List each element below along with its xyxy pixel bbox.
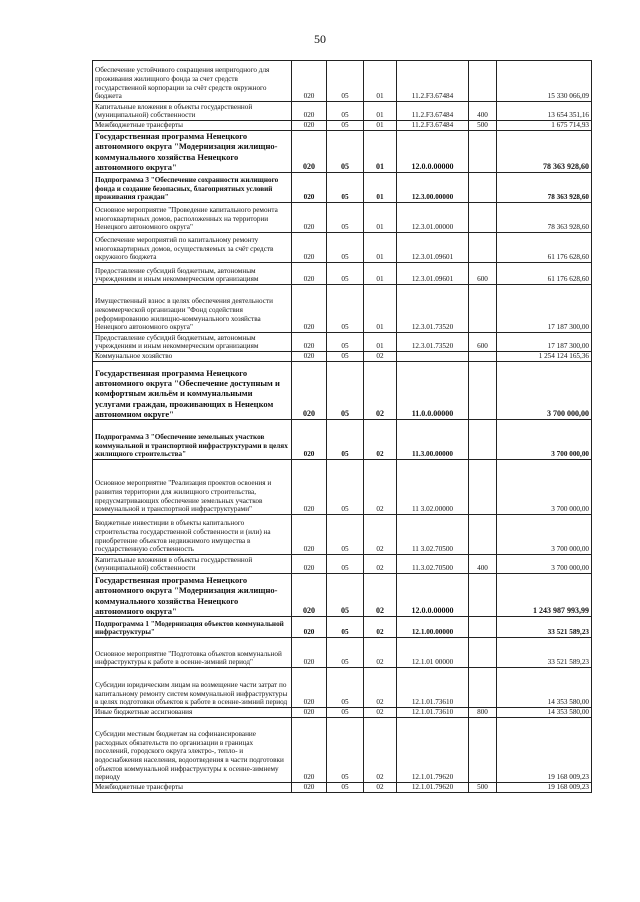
cell-ministry-code: 020 <box>292 617 327 638</box>
cell-target-article: 11.3.00.00000 <box>397 420 469 460</box>
cell-target-article: 12.3.01.09601 <box>397 233 469 263</box>
cell-target-article: 11.3.02.70500 <box>397 555 469 574</box>
table-row <box>93 121 592 131</box>
cell-section-code: 05 <box>327 131 364 173</box>
cell-subsection-code: 01 <box>364 203 397 233</box>
cell-subsection-code: 02 <box>364 555 397 574</box>
table-row <box>93 515 592 555</box>
row-name: Подпрограмма 3 "Обеспечение земельных участков коммунальной и транспортной инфраструктурами в целях жилищного строительства" <box>93 420 292 460</box>
cell-ministry-code: 020 <box>292 708 327 718</box>
cell-target-article: 11 3.02.70500 <box>397 515 469 555</box>
row-name: Подпрограмма 3 "Обеспечение сохранности жилищного фонда и создание безопасных, благоприятных условий проживания граждан" <box>93 173 292 203</box>
cell-expense-type <box>469 285 497 333</box>
cell-expense-type <box>469 515 497 555</box>
cell-subsection-code: 01 <box>364 61 397 102</box>
cell-target-article: 12.1.01.73610 <box>397 708 469 718</box>
table-row <box>93 555 592 574</box>
cell-ministry-code: 020 <box>292 352 327 362</box>
cell-expense-type <box>469 638 497 668</box>
cell-subsection-code: 02 <box>364 515 397 555</box>
cell-amount: 1 243 987 993,99 <box>497 574 592 617</box>
cell-section-code: 05 <box>327 515 364 555</box>
row-name: Основное мероприятие "Реализация проектов освоения и развития территории для жилищного строительства, предусматривающих обеспечение земельных участков коммунальной и транспортной инфраструктурами" <box>93 460 292 515</box>
cell-subsection-code: 02 <box>364 362 397 420</box>
cell-amount: 3 700 000,00 <box>497 460 592 515</box>
cell-target-article: 12.0.0.00000 <box>397 131 469 173</box>
row-name: Коммунальное хозяйство <box>93 352 292 362</box>
cell-target-article: 11.2.F3.67484 <box>397 121 469 131</box>
row-name: Бюджетные инвестиции в объекты капитального строительства государственной собственности и (или) на приобретение объектов недвижимого имущества в государственную собственность <box>93 515 292 555</box>
cell-amount: 13 654 351,16 <box>497 102 592 121</box>
cell-subsection-code: 01 <box>364 285 397 333</box>
cell-amount: 3 700 000,00 <box>497 420 592 460</box>
cell-subsection-code: 01 <box>364 102 397 121</box>
cell-expense-type: 400 <box>469 555 497 574</box>
cell-subsection-code: 02 <box>364 718 397 783</box>
cell-amount: 3 700 000,00 <box>497 555 592 574</box>
cell-subsection-code: 02 <box>364 668 397 708</box>
row-name: Основное мероприятие "Подготовка объектов коммунальной инфраструктуры к работе в осенне-зимний период" <box>93 638 292 668</box>
cell-expense-type <box>469 617 497 638</box>
table-row <box>93 203 592 233</box>
budget-table <box>92 60 592 793</box>
row-name: Государственная программа Ненецкого автономного округа "Модернизация жилищно-коммунального хозяйства Ненецкого автономного округа" <box>93 131 292 173</box>
page-number: 50 <box>314 32 326 46</box>
cell-subsection-code: 01 <box>364 173 397 203</box>
table-row <box>93 708 592 718</box>
cell-amount: 14 353 580,00 <box>497 708 592 718</box>
cell-amount: 1 254 124 165,36 <box>497 352 592 362</box>
cell-target-article: 12.3.01.00000 <box>397 203 469 233</box>
cell-target-article: 12.1.01.79620 <box>397 783 469 793</box>
cell-expense-type <box>469 173 497 203</box>
cell-ministry-code: 020 <box>292 102 327 121</box>
cell-ministry-code: 020 <box>292 515 327 555</box>
cell-expense-type: 500 <box>469 121 497 131</box>
cell-target-article: 12.1.01 00000 <box>397 638 469 668</box>
cell-ministry-code: 020 <box>292 638 327 668</box>
cell-amount: 33 521 589,23 <box>497 617 592 638</box>
cell-subsection-code: 01 <box>364 263 397 285</box>
cell-target-article: 12.3.01.09601 <box>397 263 469 285</box>
cell-section-code: 05 <box>327 555 364 574</box>
cell-section-code: 05 <box>327 333 364 352</box>
cell-target-article: 11.2.F3.67484 <box>397 102 469 121</box>
cell-expense-type: 600 <box>469 263 497 285</box>
cell-section-code: 05 <box>327 285 364 333</box>
cell-ministry-code: 020 <box>292 362 327 420</box>
cell-expense-type: 400 <box>469 102 497 121</box>
row-name: Основное мероприятие "Проведение капитального ремонта многоквартирных домов, расположенных на территории Ненецкого автономного округа" <box>93 203 292 233</box>
cell-amount: 19 168 009,23 <box>497 718 592 783</box>
cell-section-code: 05 <box>327 638 364 668</box>
table-row <box>93 718 592 783</box>
cell-ministry-code: 020 <box>292 333 327 352</box>
cell-section-code: 05 <box>327 668 364 708</box>
cell-section-code: 05 <box>327 574 364 617</box>
cell-ministry-code: 020 <box>292 574 327 617</box>
cell-ministry-code: 020 <box>292 668 327 708</box>
cell-target-article: 11 3.02.00000 <box>397 460 469 515</box>
cell-amount: 78 363 928,60 <box>497 203 592 233</box>
table-row <box>93 668 592 708</box>
cell-target-article: 11.0.0.00000 <box>397 362 469 420</box>
row-name: Субсидии местным бюджетам на софинансирование расходных обязательств по организации в границах поселений, городского округа электро-, тепло- и водоснабжения населения, водоотведения в части подготовки объектов коммунальной инфраструктуры к осенне-зимнему периоду <box>93 718 292 783</box>
cell-subsection-code: 01 <box>364 333 397 352</box>
cell-amount: 17 187 300,00 <box>497 285 592 333</box>
cell-subsection-code: 02 <box>364 708 397 718</box>
cell-expense-type <box>469 203 497 233</box>
cell-section-code: 05 <box>327 233 364 263</box>
cell-target-article: 12.1.00.00000 <box>397 617 469 638</box>
cell-subsection-code: 02 <box>364 460 397 515</box>
cell-expense-type: 600 <box>469 333 497 352</box>
cell-section-code: 05 <box>327 102 364 121</box>
table-row <box>93 285 592 333</box>
cell-amount: 78 363 928,60 <box>497 173 592 203</box>
cell-target-article: 12.3.00.00000 <box>397 173 469 203</box>
cell-expense-type <box>469 352 497 362</box>
cell-ministry-code: 020 <box>292 285 327 333</box>
cell-expense-type: 500 <box>469 783 497 793</box>
cell-section-code: 05 <box>327 362 364 420</box>
cell-subsection-code: 02 <box>364 638 397 668</box>
cell-ministry-code: 020 <box>292 263 327 285</box>
cell-expense-type: 800 <box>469 708 497 718</box>
cell-section-code: 05 <box>327 617 364 638</box>
row-name: Обеспечение устойчивого сокращения непригодного для проживания жилищного фонда за счет средств государственной корпорации за счёт средств окружного бюджета <box>93 61 292 102</box>
cell-target-article: 12.3.01.73520 <box>397 333 469 352</box>
row-name: Государственная программа Ненецкого автономного округа "Модернизация жилищно-коммунального хозяйства Ненецкого автономного округа" <box>93 574 292 617</box>
cell-section-code: 05 <box>327 783 364 793</box>
cell-ministry-code: 020 <box>292 203 327 233</box>
cell-amount: 3 700 000,00 <box>497 362 592 420</box>
table-row <box>93 102 592 121</box>
cell-subsection-code: 02 <box>364 783 397 793</box>
cell-subsection-code: 01 <box>364 131 397 173</box>
cell-amount: 33 521 589,23 <box>497 638 592 668</box>
cell-ministry-code: 020 <box>292 173 327 203</box>
row-name: Капитальные вложения в объекты государственной (муниципальной) собственности <box>93 102 292 121</box>
cell-amount: 19 168 009,23 <box>497 783 592 793</box>
cell-target-article: 12.1.01.79620 <box>397 718 469 783</box>
table-row <box>93 783 592 793</box>
cell-subsection-code: 02 <box>364 352 397 362</box>
table-row <box>93 173 592 203</box>
cell-expense-type <box>469 574 497 617</box>
cell-subsection-code: 01 <box>364 121 397 131</box>
cell-section-code: 05 <box>327 121 364 131</box>
cell-section-code: 05 <box>327 718 364 783</box>
table-row <box>93 131 592 173</box>
cell-amount: 17 187 300,00 <box>497 333 592 352</box>
cell-expense-type <box>469 718 497 783</box>
row-name: Межбюджетные трансферты <box>93 121 292 131</box>
cell-section-code: 05 <box>327 61 364 102</box>
table-row <box>93 638 592 668</box>
cell-section-code: 05 <box>327 173 364 203</box>
budget-table-body <box>93 61 592 793</box>
cell-section-code: 05 <box>327 203 364 233</box>
cell-section-code: 05 <box>327 460 364 515</box>
cell-target-article: 12.0.0.00000 <box>397 574 469 617</box>
table-row <box>93 61 592 102</box>
cell-ministry-code: 020 <box>292 783 327 793</box>
cell-expense-type <box>469 668 497 708</box>
cell-subsection-code: 02 <box>364 617 397 638</box>
cell-expense-type <box>469 362 497 420</box>
cell-subsection-code: 02 <box>364 574 397 617</box>
row-name: Предоставление субсидий бюджетным, автономным учреждениям и иным некоммерческим организациям <box>93 263 292 285</box>
cell-expense-type <box>469 460 497 515</box>
row-name: Обеспечение мероприятий по капитальному ремонту многоквартирных домов, осуществляемых за счёт средств окружного бюджета <box>93 233 292 263</box>
cell-target-article: 12.3.01.73520 <box>397 285 469 333</box>
table-row <box>93 233 592 263</box>
cell-amount: 3 700 000,00 <box>497 515 592 555</box>
cell-section-code: 05 <box>327 263 364 285</box>
cell-amount: 78 363 928,60 <box>497 131 592 173</box>
table-row <box>93 574 592 617</box>
row-name: Имущественный взнос в целях обеспечения деятельности некоммерческой организации "Фонд содействия реформированию жилищно-коммунального хозяйства Ненецкого автономного округа" <box>93 285 292 333</box>
cell-expense-type <box>469 61 497 102</box>
cell-amount: 15 330 066,09 <box>497 61 592 102</box>
cell-subsection-code: 02 <box>364 420 397 460</box>
cell-ministry-code: 020 <box>292 131 327 173</box>
cell-ministry-code: 020 <box>292 460 327 515</box>
cell-section-code: 05 <box>327 708 364 718</box>
cell-expense-type <box>469 131 497 173</box>
row-name: Государственная программа Ненецкого автономного округа "Обеспечение доступным и комфортным жильём и коммунальными услугами граждан, проживающих в Ненецком автономном округе" <box>93 362 292 420</box>
cell-target-article: 12.1.01.73610 <box>397 668 469 708</box>
cell-section-code: 05 <box>327 420 364 460</box>
row-name: Подпрограмма 1 "Модернизация объектов коммунальной инфраструктуры" <box>93 617 292 638</box>
row-name: Межбюджетные трансферты <box>93 783 292 793</box>
table-row <box>93 420 592 460</box>
row-name: Капитальные вложения в объекты государственной (муниципальной) собственности <box>93 555 292 574</box>
cell-amount: 61 176 628,60 <box>497 233 592 263</box>
cell-amount: 1 675 714,93 <box>497 121 592 131</box>
cell-amount: 14 353 580,00 <box>497 668 592 708</box>
cell-ministry-code: 020 <box>292 718 327 783</box>
row-name: Субсидии юридическим лицам на возмещение части затрат по капитальному ремонту систем коммунальной инфраструктуры в целях подготовки объектов к работе в осенне-зимний период <box>93 668 292 708</box>
table-row <box>93 333 592 352</box>
table-row <box>93 460 592 515</box>
cell-ministry-code: 020 <box>292 61 327 102</box>
row-name: Иные бюджетные ассигнования <box>93 708 292 718</box>
cell-target-article <box>397 352 469 362</box>
cell-ministry-code: 020 <box>292 233 327 263</box>
row-name: Предоставление субсидий бюджетным, автономным учреждениям и иным некоммерческим организациям <box>93 333 292 352</box>
table-row <box>93 617 592 638</box>
cell-ministry-code: 020 <box>292 555 327 574</box>
cell-ministry-code: 020 <box>292 121 327 131</box>
cell-subsection-code: 01 <box>364 233 397 263</box>
cell-target-article: 11.2.F3.67484 <box>397 61 469 102</box>
cell-section-code: 05 <box>327 352 364 362</box>
table-row <box>93 362 592 420</box>
table-row <box>93 352 592 362</box>
cell-amount: 61 176 628,60 <box>497 263 592 285</box>
table-row <box>93 263 592 285</box>
cell-expense-type <box>469 420 497 460</box>
cell-expense-type <box>469 233 497 263</box>
cell-ministry-code: 020 <box>292 420 327 460</box>
